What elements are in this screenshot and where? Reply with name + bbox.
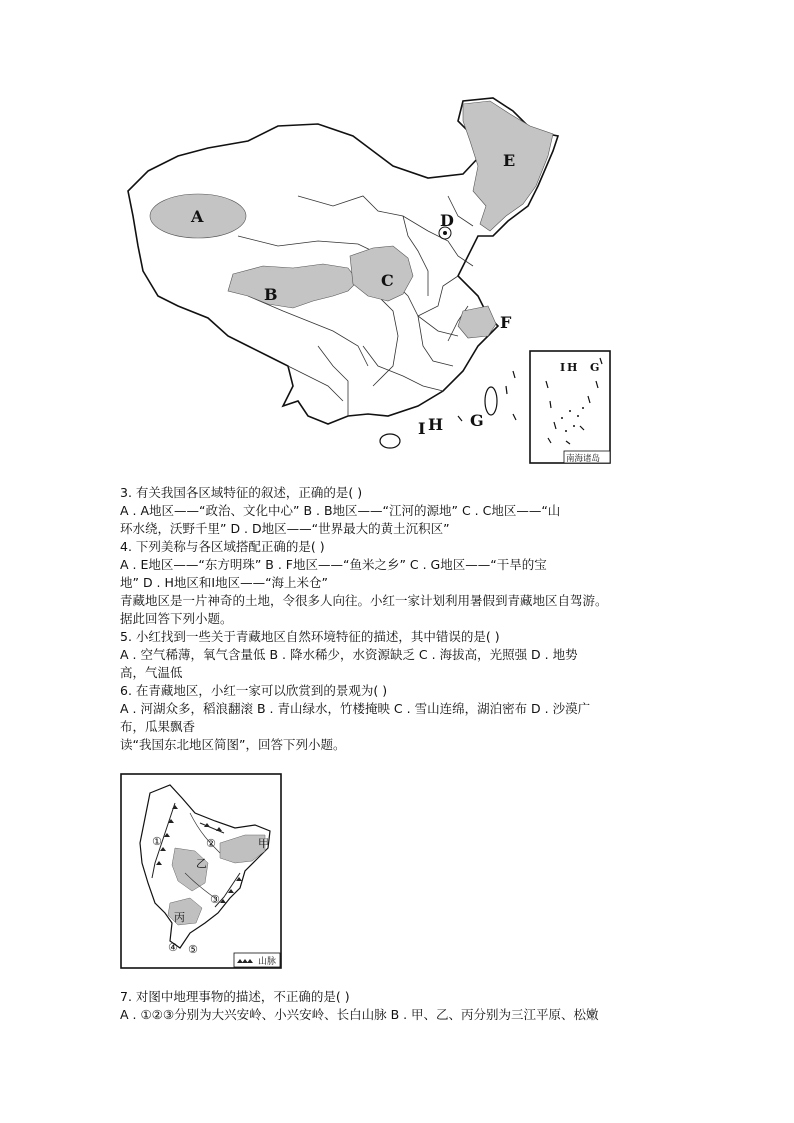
label-n4: ④	[168, 941, 178, 954]
inset-label-H: H	[567, 361, 578, 374]
label-C: C	[381, 271, 394, 290]
question-block-2	[120, 988, 680, 1024]
label-F: F	[500, 313, 512, 332]
question-6: 6. 在青藏地区，小红一家可以欣赏到的景观为( )	[120, 683, 388, 698]
question-5: 5. 小红找到一些关于青藏地区自然环境特征的描述，其中错误的是( )	[120, 629, 500, 644]
question-6-options-line-2: 布，瓜果飘香	[120, 719, 196, 734]
question-3: 3. 有关我国各区域特征的叙述，正确的是( )	[120, 485, 363, 500]
legend-label: 山脉	[258, 957, 277, 967]
label-A: A	[191, 207, 204, 226]
label-H: H	[428, 415, 444, 434]
question-3-options-line-2: 环水绕，沃野千里” D . D地区——“世界最大的黄土沉积区”	[120, 521, 450, 536]
label-jia: 甲	[258, 837, 269, 850]
china-region-map	[118, 96, 678, 468]
passage-line-1: 青藏地区是一片神奇的土地，令很多人向往。小红一家计划利用暑假到青藏地区自驾游。	[120, 593, 608, 608]
label-B: B	[264, 285, 278, 304]
label-E: E	[503, 151, 516, 170]
northeast-china-map	[120, 773, 282, 969]
map-instruction: 读“我国东北地区简图”，回答下列小题。	[120, 737, 346, 752]
label-G: G	[470, 411, 484, 430]
question-5-options-line-2: 高，气温低	[120, 665, 183, 680]
question-4: 4. 下列美称与各区域搭配正确的是( )	[120, 539, 325, 554]
question-6-options-line-1: A . 河湖众多，稻浪翻滚 B . 青山绿水，竹楼掩映 C . 雪山连绵，湖泊密布 D . 沙漠广	[120, 701, 591, 716]
legend	[234, 953, 280, 967]
label-D: D	[440, 211, 454, 230]
label-n3: ③	[210, 893, 220, 906]
region-D-dot	[443, 231, 447, 235]
inset-label-I: I	[560, 361, 566, 374]
inset-label-G: G	[590, 361, 600, 374]
label-n1: ①	[152, 835, 162, 848]
label-yi: 乙	[196, 857, 207, 870]
label-bing: 丙	[174, 911, 185, 924]
label-n5: ⑤	[188, 943, 198, 956]
south-china-sea-inset	[530, 351, 610, 464]
hainan-island	[380, 434, 400, 448]
passage-line-2: 据此回答下列小题。	[120, 611, 233, 626]
question-5-options-line-1: A . 空气稀薄，氧气含量低 B . 降水稀少，水资源缺乏 C . 海拔高，光照强 D . 地势	[120, 647, 578, 662]
label-n2: ②	[206, 837, 216, 850]
question-3-options-line-1: A . A地区——“政治、文化中心” B . B地区——“江河的源地” C . C地区——“山	[120, 503, 561, 518]
question-4-options-line-2: 地” D . H地区和I地区——“海上米仓”	[120, 575, 329, 590]
inset-caption: 南海诸岛	[566, 454, 601, 464]
question-block-1	[120, 484, 680, 754]
question-4-options-line-1: A . E地区——“东方明珠” B . F地区——“鱼米之乡” C . G地区——“干旱的宝	[120, 557, 547, 572]
label-I: I	[418, 419, 426, 438]
question-7-options-line-1: A . ①②③分别为大兴安岭、小兴安岭、长白山脉 B . 甲、乙、丙分别为三江平原、松嫩	[120, 1007, 599, 1022]
taiwan-island	[485, 387, 497, 415]
question-7: 7. 对图中地理事物的描述，不正确的是( )	[120, 989, 350, 1004]
